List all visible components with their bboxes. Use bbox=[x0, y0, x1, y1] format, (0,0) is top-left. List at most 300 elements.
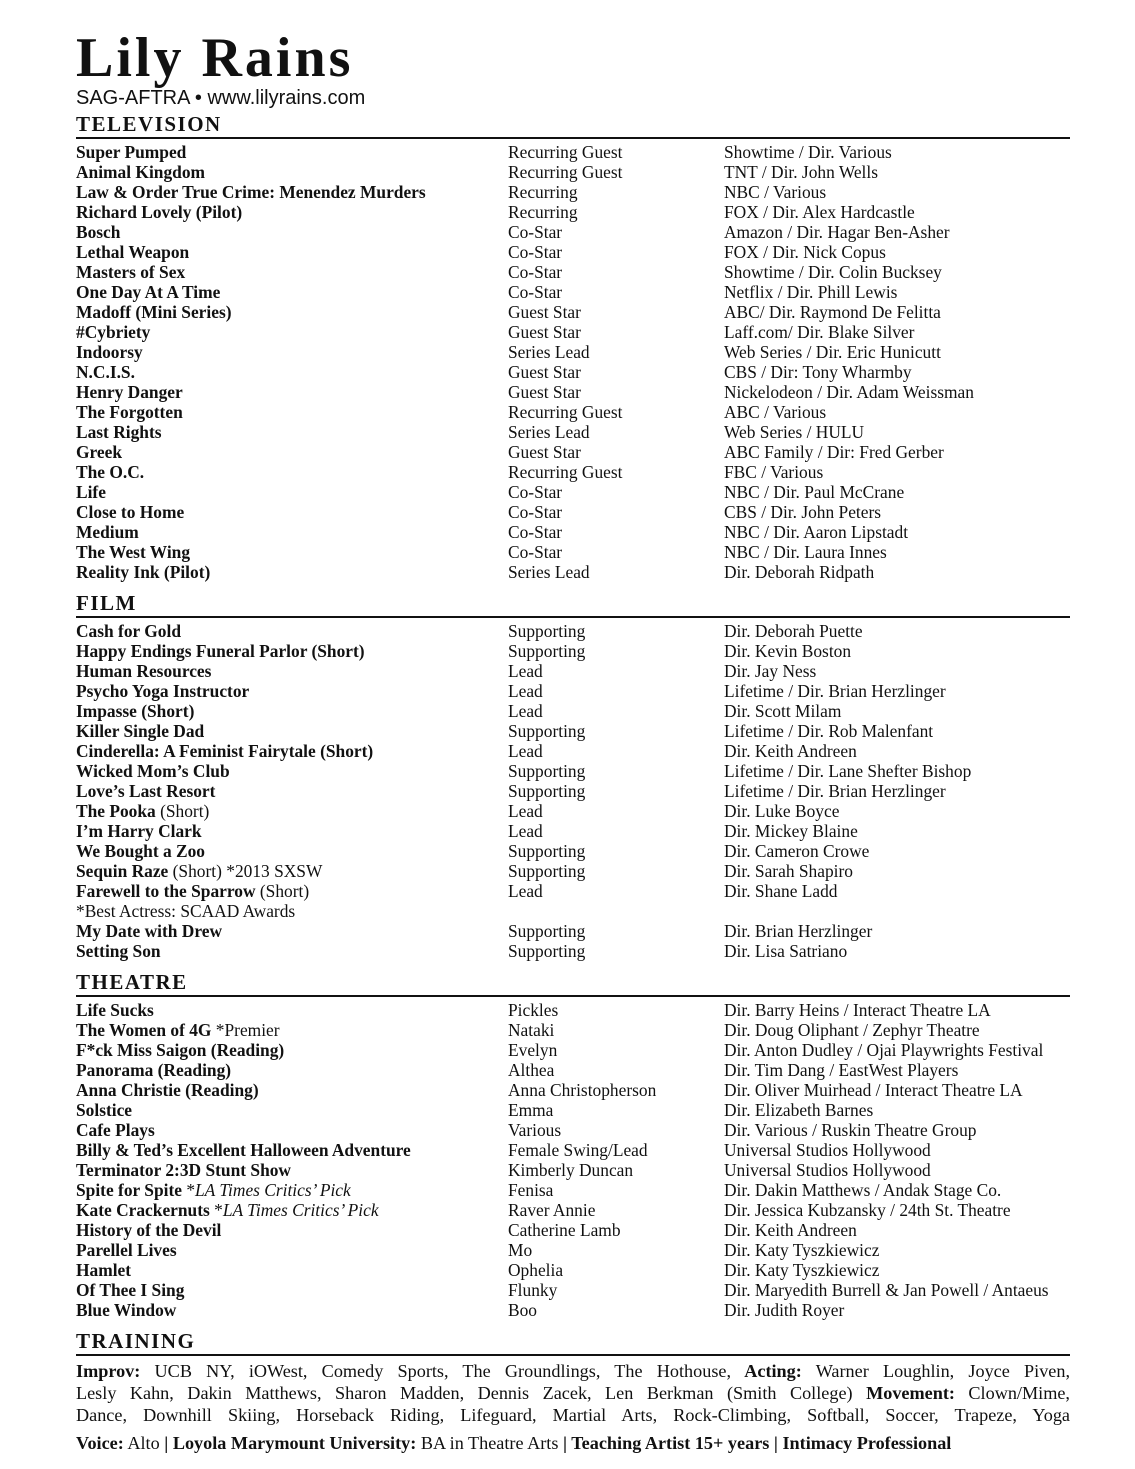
credit-network-director: Dir. Deborah Puette bbox=[724, 621, 863, 641]
credit-role: Co-Star bbox=[508, 522, 563, 542]
credit-network-director: Dir. Oliver Muirhead / Interact Theatre LA bbox=[724, 1080, 1023, 1100]
credit-title bbox=[76, 1240, 177, 1260]
credit-row bbox=[76, 222, 1070, 242]
credit-role: Recurring Guest bbox=[508, 142, 623, 162]
credit-row bbox=[76, 522, 1070, 542]
credit-title bbox=[76, 522, 139, 542]
project-title: Setting Son bbox=[76, 941, 161, 961]
training-line-3 bbox=[76, 1404, 1070, 1426]
credit-title bbox=[76, 1080, 259, 1100]
project-title: The Pooka bbox=[76, 801, 156, 821]
credit-row bbox=[76, 1020, 1070, 1040]
credit-title bbox=[76, 661, 211, 681]
project-title: Terminator 2:3D Stunt Show bbox=[76, 1160, 291, 1180]
improv-label: Improv: bbox=[76, 1361, 141, 1381]
credit-role: Fenisa bbox=[508, 1180, 554, 1200]
credit-role: Raver Annie bbox=[508, 1200, 596, 1220]
credit-title bbox=[76, 402, 183, 422]
credit-title bbox=[76, 502, 184, 522]
credit-title bbox=[76, 1140, 411, 1160]
training-paragraph bbox=[76, 1360, 1070, 1426]
credit-title bbox=[76, 881, 309, 901]
credit-network-director: Dir. Scott Milam bbox=[724, 701, 842, 721]
credit-role: Co-Star bbox=[508, 242, 563, 262]
credit-title bbox=[76, 362, 135, 382]
credit-title bbox=[76, 1220, 221, 1240]
credit-role: Supporting bbox=[508, 761, 586, 781]
credit-network-director: Universal Studios Hollywood bbox=[724, 1140, 931, 1160]
credit-network-director: Dir. Shane Ladd bbox=[724, 881, 838, 901]
teaching-artist: Teaching Artist 15+ years bbox=[567, 1433, 774, 1453]
section-title-theatre: THEATRE bbox=[76, 970, 188, 994]
credit-role: Recurring bbox=[508, 202, 578, 222]
credit-title bbox=[76, 442, 122, 462]
credit-row bbox=[76, 262, 1070, 282]
credit-row bbox=[76, 1180, 1070, 1200]
credit-network-director: Dir. Anton Dudley / Ojai Playwrights Festival bbox=[724, 1040, 1044, 1060]
project-title: Lethal Weapon bbox=[76, 242, 190, 262]
credit-role: Supporting bbox=[508, 721, 586, 741]
credit-title bbox=[76, 1000, 154, 1020]
credit-role: Supporting bbox=[508, 621, 586, 641]
credit-title bbox=[76, 921, 222, 941]
credit-network-director: Dir. Judith Royer bbox=[724, 1300, 845, 1320]
credit-network-director: ABC / Various bbox=[724, 402, 827, 422]
credit-network-director: NBC / Various bbox=[724, 182, 827, 202]
credit-role: Kimberly Duncan bbox=[508, 1160, 634, 1180]
credit-network-director: Dir. Lisa Satriano bbox=[724, 941, 848, 961]
credit-role: Pickles bbox=[508, 1000, 559, 1020]
credit-role: Series Lead bbox=[508, 342, 590, 362]
project-title: I’m Harry Clark bbox=[76, 821, 202, 841]
credit-title bbox=[76, 681, 249, 701]
project-title: Life bbox=[76, 482, 106, 502]
film-section bbox=[76, 591, 1070, 961]
credit-network-director: Dir. Cameron Crowe bbox=[724, 841, 870, 861]
credit-title bbox=[76, 941, 161, 961]
credit-role: Various bbox=[508, 1120, 562, 1140]
project-title: Kate Crackernuts bbox=[76, 1200, 210, 1220]
credit-row bbox=[76, 1140, 1070, 1160]
credit-title bbox=[76, 382, 183, 402]
training-line-2 bbox=[76, 1382, 1070, 1404]
credit-row bbox=[76, 641, 1070, 661]
credit-role: Supporting bbox=[508, 841, 586, 861]
credit-role: Guest Star bbox=[508, 362, 581, 382]
credit-network-director: FBC / Various bbox=[724, 462, 824, 482]
training-section bbox=[76, 1329, 1070, 1356]
section-divider bbox=[76, 995, 1070, 997]
credit-row bbox=[76, 781, 1070, 801]
credit-title bbox=[76, 422, 162, 442]
credit-network-director: Dir. Luke Boyce bbox=[724, 801, 840, 821]
voice-education-line bbox=[76, 1432, 951, 1454]
credit-network-director: Dir. Keith Andreen bbox=[724, 741, 857, 761]
project-note: *Best Actress: SCAAD Awards bbox=[76, 901, 296, 921]
project-title: Law & Order True Crime: Menendez Murders bbox=[76, 182, 426, 202]
credit-role: Evelyn bbox=[508, 1040, 558, 1060]
separator: | bbox=[773, 1433, 778, 1453]
credit-row bbox=[76, 282, 1070, 302]
acting-label: Acting: bbox=[731, 1361, 802, 1381]
project-title: Of Thee I Sing bbox=[76, 1280, 185, 1300]
credit-network-director: Dir. Various / Ruskin Theatre Group bbox=[724, 1120, 977, 1140]
credit-title bbox=[76, 761, 230, 781]
lmu-text: BA in Theatre Arts bbox=[416, 1433, 563, 1453]
credit-network-director: Netflix / Dir. Phill Lewis bbox=[724, 282, 898, 302]
section-title-film: FILM bbox=[76, 591, 137, 615]
project-title: Wicked Mom’s Club bbox=[76, 761, 230, 781]
project-note: (Short) bbox=[255, 881, 310, 901]
project-title: Panorama (Reading) bbox=[76, 1060, 232, 1080]
project-title: My Date with Drew bbox=[76, 921, 223, 941]
project-title: Masters of Sex bbox=[76, 262, 186, 282]
project-note-italic: LA Times Critics’ Pick bbox=[222, 1200, 379, 1220]
project-title: Hamlet bbox=[76, 1260, 132, 1280]
credit-role: Nataki bbox=[508, 1020, 555, 1040]
film-credits bbox=[76, 621, 1070, 961]
credit-title bbox=[76, 542, 190, 562]
credit-title bbox=[76, 841, 205, 861]
credit-row bbox=[76, 1240, 1070, 1260]
credit-network-director: Dir. Deborah Ridpath bbox=[724, 562, 875, 582]
credit-role: Co-Star bbox=[508, 502, 563, 522]
project-title: Happy Endings Funeral Parlor (Short) bbox=[76, 641, 365, 661]
credit-role: Series Lead bbox=[508, 422, 590, 442]
training-line-1 bbox=[76, 1360, 1070, 1382]
credit-network-director: Dir. Kevin Boston bbox=[724, 641, 852, 661]
credit-title bbox=[76, 781, 215, 801]
credit-row bbox=[76, 901, 1070, 921]
credit-row bbox=[76, 741, 1070, 761]
credit-role: Lead bbox=[508, 801, 543, 821]
credit-title bbox=[76, 462, 144, 482]
section-divider bbox=[76, 616, 1070, 618]
credit-network-director: Dir. Katy Tyszkiewicz bbox=[724, 1260, 880, 1280]
voice-text: Alto bbox=[123, 1433, 165, 1453]
credit-row bbox=[76, 721, 1070, 741]
credit-network-director: FOX / Dir. Alex Hardcastle bbox=[724, 202, 915, 222]
credit-row bbox=[76, 1160, 1070, 1180]
credit-network-director: Dir. Dakin Matthews / Andak Stage Co. bbox=[724, 1180, 1002, 1200]
credit-row bbox=[76, 182, 1070, 202]
credit-title bbox=[76, 1120, 155, 1140]
credit-role: Catherine Lamb bbox=[508, 1220, 621, 1240]
acting-text: Warner Loughlin, Joyce Piven, bbox=[801, 1361, 1071, 1381]
credit-role: Anna Christopherson bbox=[508, 1080, 657, 1100]
credit-row bbox=[76, 402, 1070, 422]
credit-title bbox=[76, 621, 181, 641]
credit-row bbox=[76, 302, 1070, 322]
credit-title bbox=[76, 801, 209, 821]
credit-network-director: ABC Family / Dir: Fred Gerber bbox=[724, 442, 944, 462]
credit-role: Ophelia bbox=[508, 1260, 564, 1280]
credit-role: Lead bbox=[508, 681, 543, 701]
project-title: Life Sucks bbox=[76, 1000, 154, 1020]
credit-network-director: Dir. Barry Heins / Interact Theatre LA bbox=[724, 1000, 991, 1020]
credit-network-director: NBC / Dir. Aaron Lipstadt bbox=[724, 522, 909, 542]
project-title: Reality Ink (Pilot) bbox=[76, 562, 211, 582]
credit-role: Series Lead bbox=[508, 562, 590, 582]
credit-role: Lead bbox=[508, 741, 543, 761]
project-title: One Day At A Time bbox=[76, 282, 221, 302]
credit-network-director: Dir. Doug Oliphant / Zephyr Theatre bbox=[724, 1020, 980, 1040]
credit-row bbox=[76, 422, 1070, 442]
credit-network-director: ABC/ Dir. Raymond De Felitta bbox=[724, 302, 941, 322]
credit-title bbox=[76, 322, 150, 342]
credit-title bbox=[76, 562, 210, 582]
credit-row bbox=[76, 1220, 1070, 1240]
project-title: Animal Kingdom bbox=[76, 162, 206, 182]
credit-row bbox=[76, 681, 1070, 701]
project-title: Cinderella: A Feminist Fairytale (Short) bbox=[76, 741, 374, 761]
project-title: Madoff (Mini Series) bbox=[76, 302, 232, 322]
credit-row bbox=[76, 382, 1070, 402]
credit-network-director: Dir. Maryedith Burrell & Jan Powell / Antaeus bbox=[724, 1280, 1049, 1300]
credit-network-director: Amazon / Dir. Hagar Ben-Asher bbox=[724, 222, 950, 242]
credit-row bbox=[76, 202, 1070, 222]
project-title: N.C.I.S. bbox=[76, 362, 135, 382]
project-title: Indoorsy bbox=[76, 342, 143, 362]
credit-network-director: Dir. Katy Tyszkiewicz bbox=[724, 1240, 880, 1260]
credit-row bbox=[76, 661, 1070, 681]
project-title: Super Pumped bbox=[76, 142, 187, 162]
credit-role: Guest Star bbox=[508, 442, 581, 462]
credit-network-director: Showtime / Dir. Various bbox=[724, 142, 892, 162]
credit-network-director: Lifetime / Dir. Lane Shefter Bishop bbox=[724, 761, 972, 781]
credit-title bbox=[76, 821, 202, 841]
credit-row bbox=[76, 342, 1070, 362]
project-title: Impasse (Short) bbox=[76, 701, 195, 721]
project-title: The Women of 4G bbox=[76, 1020, 212, 1040]
credit-role: Flunky bbox=[508, 1280, 558, 1300]
project-title: We Bought a Zoo bbox=[76, 841, 206, 861]
project-title: Bosch bbox=[76, 222, 121, 242]
credit-title bbox=[76, 1260, 131, 1280]
credit-network-director: Dir. Keith Andreen bbox=[724, 1220, 857, 1240]
credit-row bbox=[76, 542, 1070, 562]
credit-row bbox=[76, 322, 1070, 342]
credit-network-director: Dir. Sarah Shapiro bbox=[724, 861, 853, 881]
credit-row bbox=[76, 701, 1070, 721]
credit-role: Lead bbox=[508, 821, 543, 841]
credit-row bbox=[76, 142, 1070, 162]
project-title: The West Wing bbox=[76, 542, 191, 562]
union-website-line: SAG-AFTRA • www.lilyrains.com bbox=[76, 87, 366, 109]
credit-row bbox=[76, 941, 1070, 961]
project-title: Spite for Spite bbox=[76, 1180, 182, 1200]
project-title: The Forgotten bbox=[76, 402, 183, 422]
credit-title bbox=[76, 262, 185, 282]
credit-title bbox=[76, 721, 204, 741]
credit-row bbox=[76, 881, 1070, 901]
credit-row bbox=[76, 861, 1070, 881]
project-title: Psycho Yoga Instructor bbox=[76, 681, 250, 701]
credit-network-director: NBC / Dir. Paul McCrane bbox=[724, 482, 905, 502]
credit-row bbox=[76, 502, 1070, 522]
credit-role: Co-Star bbox=[508, 222, 563, 242]
project-note: (Short) bbox=[155, 801, 210, 821]
improv-text: UCB NY, iOWest, Comedy Sports, The Groundlings, The Hothouse, bbox=[140, 1361, 732, 1381]
credit-network-director: Nickelodeon / Dir. Adam Weissman bbox=[724, 382, 974, 402]
intimacy-professional: Intimacy Professional bbox=[777, 1433, 952, 1453]
credit-network-director: Dir. Tim Dang / EastWest Players bbox=[724, 1060, 959, 1080]
credit-row bbox=[76, 1040, 1070, 1060]
project-title: Parellel Lives bbox=[76, 1240, 177, 1260]
section-title-training: TRAINING bbox=[76, 1329, 196, 1353]
credit-row bbox=[76, 1260, 1070, 1280]
credit-network-director: TNT / Dir. John Wells bbox=[724, 162, 878, 182]
credit-title bbox=[76, 142, 186, 162]
credit-network-director: Dir. Jessica Kubzansky / 24th St. Theatre bbox=[724, 1200, 1011, 1220]
credit-row bbox=[76, 442, 1070, 462]
credit-row bbox=[76, 761, 1070, 781]
credit-network-director: Dir. Mickey Blaine bbox=[724, 821, 858, 841]
project-title: Love’s Last Resort bbox=[76, 781, 216, 801]
movement-label: Movement: bbox=[852, 1383, 955, 1403]
credit-title bbox=[76, 1300, 176, 1320]
credit-row bbox=[76, 482, 1070, 502]
credit-role: Co-Star bbox=[508, 482, 563, 502]
credit-title bbox=[76, 701, 194, 721]
credit-title bbox=[76, 901, 295, 921]
project-title: History of the Devil bbox=[76, 1220, 222, 1240]
credit-role: Supporting bbox=[508, 861, 586, 881]
credit-row bbox=[76, 921, 1070, 941]
project-title: Solstice bbox=[76, 1100, 133, 1120]
acting-text-cont: Lesly Kahn, Dakin Matthews, Sharon Madden, Dennis Zacek, Len Berkman (Smith College) bbox=[76, 1383, 853, 1403]
project-title: Medium bbox=[76, 522, 139, 542]
credit-network-director: FOX / Dir. Nick Copus bbox=[724, 242, 886, 262]
credit-row bbox=[76, 362, 1070, 382]
credit-network-director: Universal Studios Hollywood bbox=[724, 1160, 931, 1180]
project-title: Human Resources bbox=[76, 661, 212, 681]
credit-row bbox=[76, 841, 1070, 861]
credit-title bbox=[76, 1060, 231, 1080]
credit-title bbox=[76, 282, 220, 302]
project-title: Cafe Plays bbox=[76, 1120, 155, 1140]
credit-row bbox=[76, 821, 1070, 841]
credit-network-director: Dir. Elizabeth Barnes bbox=[724, 1100, 874, 1120]
project-title: Henry Danger bbox=[76, 382, 183, 402]
credit-role: Guest Star bbox=[508, 322, 581, 342]
credit-title bbox=[76, 1100, 132, 1120]
credit-role: Supporting bbox=[508, 941, 586, 961]
credit-role: Co-Star bbox=[508, 542, 563, 562]
credit-title bbox=[76, 1200, 379, 1220]
credit-role: Recurring Guest bbox=[508, 462, 623, 482]
credit-row bbox=[76, 801, 1070, 821]
credit-row bbox=[76, 1300, 1070, 1320]
credit-title bbox=[76, 182, 426, 202]
project-title: #Cybriety bbox=[76, 322, 151, 342]
project-note: * bbox=[181, 1180, 196, 1200]
credit-title bbox=[76, 302, 232, 322]
credit-title bbox=[76, 1280, 184, 1300]
credit-role: Co-Star bbox=[508, 282, 563, 302]
credit-title bbox=[76, 342, 143, 362]
credit-role: Emma bbox=[508, 1100, 554, 1120]
credit-role: Guest Star bbox=[508, 382, 581, 402]
credit-role: Recurring Guest bbox=[508, 162, 623, 182]
credit-title bbox=[76, 1160, 291, 1180]
credit-role: Recurring Guest bbox=[508, 402, 623, 422]
credit-network-director: Lifetime / Dir. Brian Herzlinger bbox=[724, 681, 946, 701]
credit-network-director: Showtime / Dir. Colin Bucksey bbox=[724, 262, 942, 282]
credit-row bbox=[76, 462, 1070, 482]
theatre-credits bbox=[76, 1000, 1070, 1320]
credit-title bbox=[76, 162, 205, 182]
credit-role: Recurring bbox=[508, 182, 578, 202]
project-title: The O.C. bbox=[76, 462, 145, 482]
project-title: Farewell to the Sparrow bbox=[76, 881, 256, 901]
credit-row bbox=[76, 1000, 1070, 1020]
credit-row bbox=[76, 162, 1070, 182]
project-title: Sequin Raze bbox=[76, 861, 169, 881]
credit-network-director: Web Series / HULU bbox=[724, 422, 865, 442]
credit-row bbox=[76, 1060, 1070, 1080]
section-divider bbox=[76, 1354, 1070, 1356]
credit-network-director: Laff.com/ Dir. Blake Silver bbox=[724, 322, 915, 342]
credit-row bbox=[76, 1120, 1070, 1140]
credit-row bbox=[76, 242, 1070, 262]
credit-network-director: NBC / Dir. Laura Innes bbox=[724, 542, 887, 562]
credit-row bbox=[76, 1280, 1070, 1300]
credit-row bbox=[76, 562, 1070, 582]
project-title: Close to Home bbox=[76, 502, 185, 522]
credit-network-director: Web Series / Dir. Eric Hunicutt bbox=[724, 342, 941, 362]
credit-title bbox=[76, 1180, 351, 1200]
separator: | bbox=[164, 1433, 169, 1453]
project-title: Anna Christie (Reading) bbox=[76, 1080, 259, 1100]
project-title: Billy & Ted’s Excellent Halloween Adventure bbox=[76, 1140, 411, 1160]
section-title-television: TELEVISION bbox=[76, 112, 222, 136]
lmu-label: Loyola Marymount University: bbox=[168, 1433, 417, 1453]
credit-role: Boo bbox=[508, 1300, 537, 1320]
television-credits bbox=[76, 142, 1070, 582]
credit-role: Lead bbox=[508, 701, 543, 721]
actor-name: Lily Rains bbox=[76, 27, 354, 89]
project-note: * bbox=[209, 1200, 223, 1220]
project-note: (Short) *2013 SXSW bbox=[168, 861, 323, 881]
voice-label: Voice: bbox=[76, 1433, 124, 1453]
project-title: Greek bbox=[76, 442, 123, 462]
credit-network-director: Dir. Jay Ness bbox=[724, 661, 817, 681]
project-title: Cash for Gold bbox=[76, 621, 182, 641]
credit-title bbox=[76, 242, 189, 262]
project-note: *Premier bbox=[211, 1020, 280, 1040]
separator: | bbox=[562, 1433, 567, 1453]
credit-role: Guest Star bbox=[508, 302, 581, 322]
television-section bbox=[76, 112, 1070, 582]
credit-row bbox=[76, 1100, 1070, 1120]
credit-role: Lead bbox=[508, 881, 543, 901]
project-title: F*ck Miss Saigon (Reading) bbox=[76, 1040, 285, 1060]
project-title: Killer Single Dad bbox=[76, 721, 205, 741]
credit-title bbox=[76, 222, 120, 242]
project-title: Last Rights bbox=[76, 422, 162, 442]
credit-role: Female Swing/Lead bbox=[508, 1140, 648, 1160]
credit-role: Mo bbox=[508, 1240, 533, 1260]
project-note-italic: LA Times Critics’ Pick bbox=[195, 1180, 351, 1200]
movement-text-cont: Dance, Downhill Skiing, Horseback Riding, Lifeguard, Martial Arts, Rock-Climbing, Softball, Soccer, Trapeze, Yoga bbox=[76, 1405, 1070, 1425]
credit-role: Supporting bbox=[508, 921, 586, 941]
credit-network-director: CBS / Dir. John Peters bbox=[724, 502, 882, 522]
credit-network-director: CBS / Dir: Tony Wharmby bbox=[724, 362, 912, 382]
credit-network-director: Lifetime / Dir. Rob Malenfant bbox=[724, 721, 934, 741]
credit-title bbox=[76, 861, 322, 881]
credit-row bbox=[76, 621, 1070, 641]
